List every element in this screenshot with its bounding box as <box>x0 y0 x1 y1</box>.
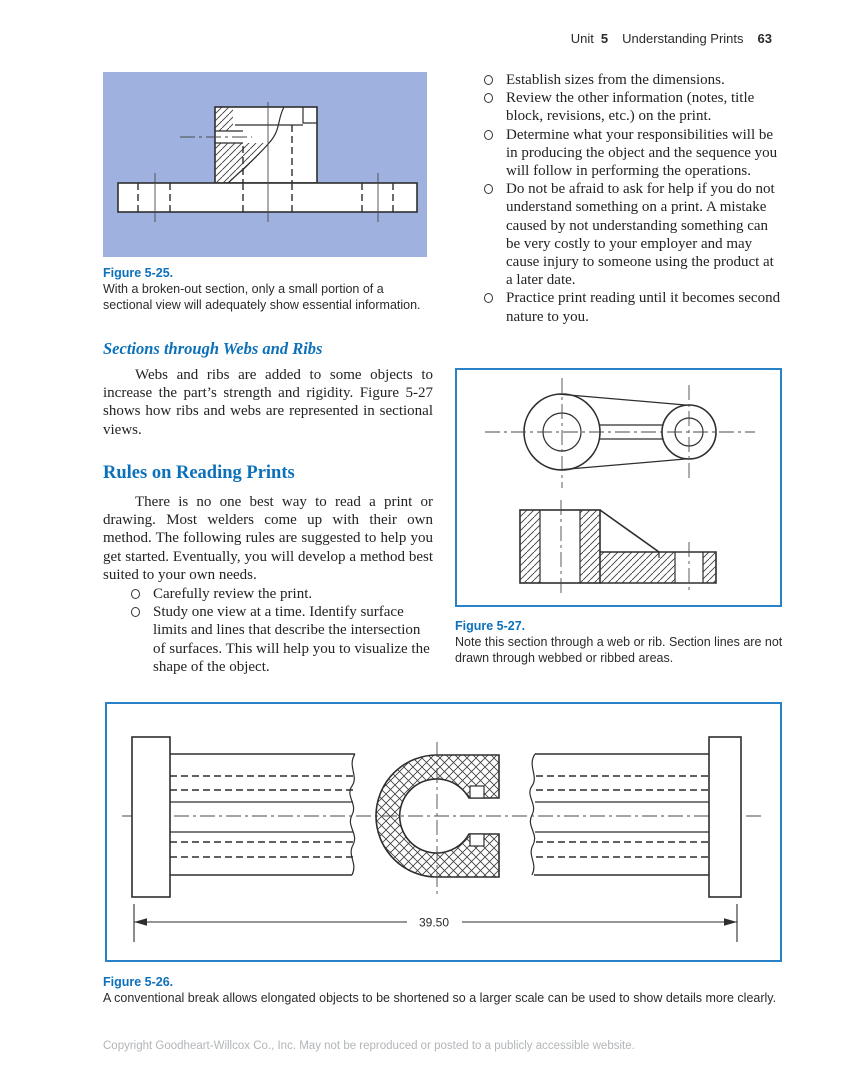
list-item: Carefully review the print. <box>131 585 433 603</box>
reading-rules-bullet-list <box>484 71 784 326</box>
list-item: Practice print reading until it becomes second nature to you. <box>484 289 784 325</box>
running-head-title: Understanding Prints <box>622 31 744 46</box>
circle-bullet-icon <box>131 607 140 617</box>
figure-5-25-caption <box>103 265 435 313</box>
figure-5-27-caption-text: Note this section through a web or rib. Section lines are not drawn through webbed or ribbed areas. <box>455 635 783 665</box>
list-item: Determine what your responsibilities will be in producing the object and the sequence you will follow in performing the operations. <box>484 126 784 181</box>
figure-5-25-label: Figure 5-25. <box>103 266 174 280</box>
list-item: Establish sizes from the dimensions. <box>484 71 784 89</box>
unit-label: Unit <box>570 31 594 46</box>
figure-5-27-caption <box>455 618 785 666</box>
broken-out-section-drawing <box>103 72 427 257</box>
figure-5-26-caption <box>103 974 803 1006</box>
circle-bullet-icon <box>484 75 493 85</box>
figure-5-27-image <box>455 368 782 607</box>
conventional-break-drawing <box>107 704 780 960</box>
list-item: Do not be afraid to ask for help if you do not understand something on a print. A mistake caused by not understanding something can be very costly to your employer and may cause injury to someone using the product at a later date. <box>484 180 784 289</box>
webs-ribs-paragraph: Webs and ribs are added to some objects to increase the part’s strength and rigidity. Figure 5-27 shows how ribs and webs are represented in sectional views. <box>103 367 433 438</box>
rules-heading: Rules on Reading Prints <box>103 463 295 483</box>
figure-5-26-caption-text: A conventional break allows elongated objects to be shortened so a larger scale can be used to show details more clearly. <box>103 991 777 1005</box>
unit-number: 5 <box>600 31 609 46</box>
figure-5-25-image <box>103 72 427 257</box>
circle-bullet-icon <box>131 589 140 599</box>
figure-5-26-image <box>105 702 782 962</box>
web-rib-section-drawing <box>457 370 780 605</box>
list-item: Review the other information (notes, title block, revisions, etc.) on the print. <box>484 89 784 125</box>
list-item: Study one view at a time. Identify surface limits and lines that describe the intersection of surfaces. This will help you to visualize the shape of the object. <box>131 603 433 676</box>
figure-5-26-label: Figure 5-26. <box>103 975 174 989</box>
circle-bullet-icon <box>484 130 493 140</box>
circle-bullet-icon <box>484 93 493 103</box>
rules-paragraph: There is no one best way to read a print or drawing. Most welders come up with their own method. The following rules are suggested to help you get started. Eventually, you will develop a method best suited to your own needs. <box>103 494 433 583</box>
rules-bullet-list <box>131 585 433 676</box>
running-head <box>571 31 772 46</box>
figure-5-27-label: Figure 5-27. <box>455 619 526 633</box>
page-number: 63 <box>757 31 772 46</box>
figure-5-25-caption-text: With a broken-out section, only a small portion of a sectional view will adequately show essential information. <box>103 282 421 312</box>
dimension-value: 39.50 <box>418 915 450 930</box>
circle-bullet-icon <box>484 184 493 194</box>
circle-bullet-icon <box>484 293 493 303</box>
section-heading-webs-ribs: Sections through Webs and Ribs <box>103 339 323 358</box>
copyright-footer: Copyright Goodheart-Willcox Co., Inc. May not be reproduced or posted to a publicly accessible website. <box>103 1040 635 1052</box>
